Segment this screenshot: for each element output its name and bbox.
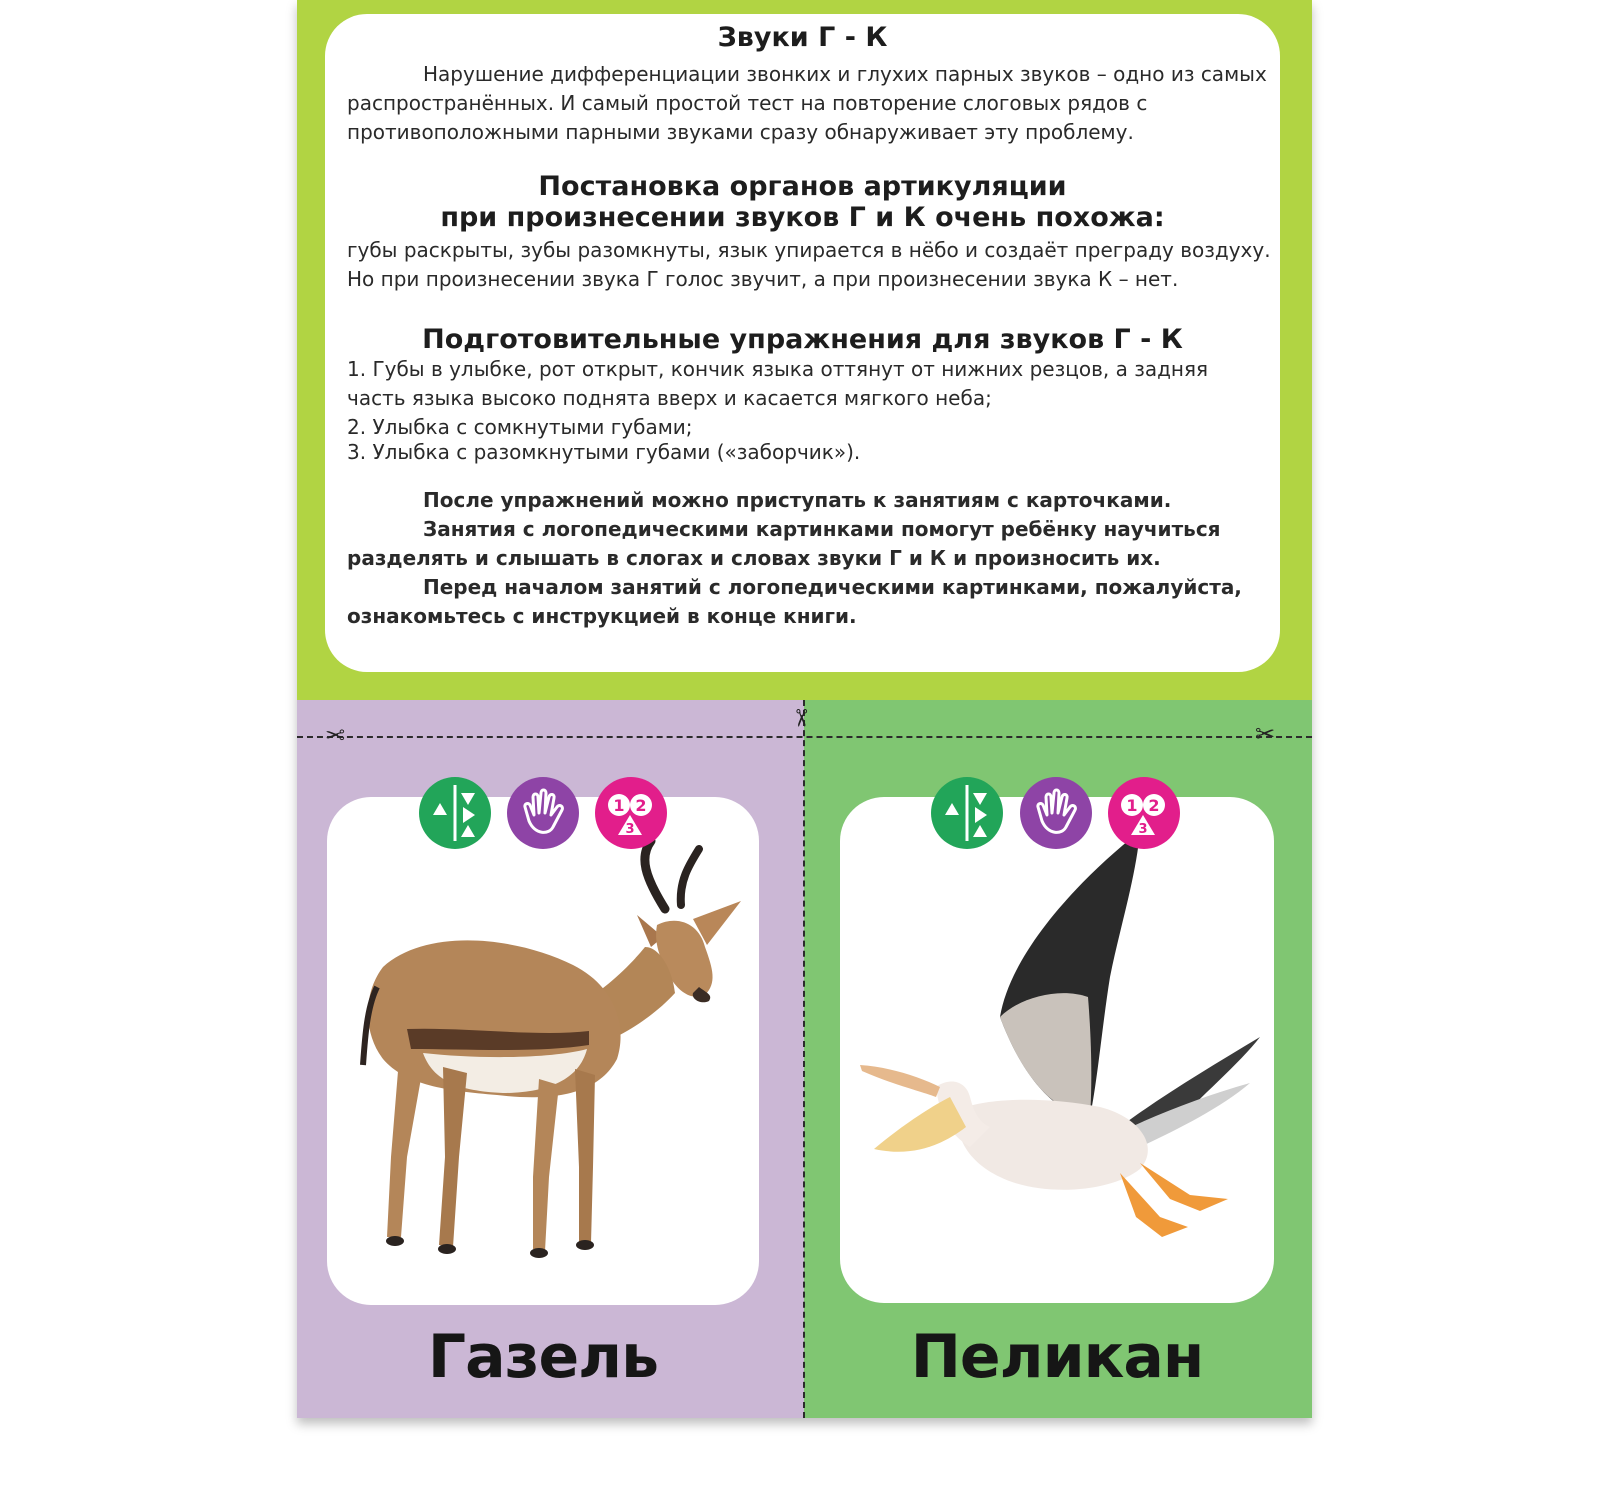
scissors-icon: ✂: [325, 720, 346, 748]
hand-icon-glyph: [1020, 777, 1092, 849]
puzzle-icon: [931, 777, 1003, 849]
info-section: [297, 0, 1312, 700]
pelican-picture: [840, 797, 1274, 1303]
pelican-illustration: [860, 831, 1260, 1237]
instructions-block: [347, 486, 1267, 631]
puzzle-icon: [419, 777, 491, 849]
cut-line-vertical: [803, 700, 805, 1418]
scissors-icon: ✂: [1255, 720, 1276, 748]
articulation-paragraph: губы раскрыты, зубы разомкнуты, язык упирается в нёбо и создаёт преграду воздуху. Но при произнесении звука Г голос звучит, а при произнесении звука К – нет.: [347, 238, 1271, 291]
instruction-2: Занятия с логопедическими картинками помогут ребёнку научиться разделять и слышать в слогах и словах звуки Г и К и произносить их.: [347, 517, 1221, 570]
number-1-label: 1: [613, 796, 625, 815]
heading-articulation: [325, 171, 1280, 233]
exercise-list: [347, 355, 1267, 467]
heading-articulation-line-1: Постановка органов артикуляции: [538, 171, 1067, 202]
gazelle-picture-frame: [327, 797, 759, 1305]
number-2-label: 2: [635, 796, 647, 815]
exercise-item-3: 3. Улыбка с разомкнутыми губами («заборчик»).: [347, 440, 861, 464]
card-word-gazelle: Газель: [427, 1322, 659, 1392]
number-1-label: 1: [1126, 796, 1138, 815]
heading-exercises: Подготовительные упражнения для звуков Г - К: [422, 324, 1183, 355]
hand-icon: [1020, 777, 1092, 849]
number-3-label: 3: [1138, 822, 1148, 837]
heading-articulation-line-2: при произнесении звуков Г и К очень похожа:: [440, 202, 1165, 233]
gazelle-illustration: [363, 841, 741, 1258]
instruction-1: После упражнений можно приступать к занятиям с карточками.: [423, 488, 1172, 512]
instruction-3: Перед началом занятий с логопедическими картинками, пожалуйста, ознакомьтесь с инструкцией в конце книги.: [347, 575, 1242, 628]
exercise-item-2: 2. Улыбка с сомкнутыми губами;: [347, 415, 693, 439]
numbers-icon: [595, 777, 667, 849]
scissors-icon: ✂: [787, 707, 816, 729]
heading-sounds: Звуки Г - К: [717, 22, 888, 53]
numbers-icon: [1108, 777, 1180, 849]
info-panel: [325, 14, 1280, 672]
puzzle-icon-glyph: [419, 777, 491, 849]
hand-icon: [507, 777, 579, 849]
card-word-pelican: Пеликан: [910, 1322, 1204, 1392]
puzzle-icon-glyph: [931, 777, 1003, 849]
numbers-icon-glyph: [1108, 777, 1180, 849]
pelican-picture-frame: [840, 797, 1274, 1303]
numbers-icon-glyph: [595, 777, 667, 849]
number-2-label: 2: [1148, 796, 1160, 815]
gazelle-picture: [327, 797, 759, 1305]
number-3-label: 3: [625, 822, 635, 837]
hand-icon-glyph: [507, 777, 579, 849]
book-page: [297, 0, 1312, 1418]
exercise-item-1: 1. Губы в улыбке, рот открыт, кончик языка оттянут от нижних резцов, а задняя часть языка высоко поднята вверх и касается мягкого неба;: [347, 357, 1209, 410]
intro-paragraph: Нарушение дифференциации звонких и глухих парных звуков – одно из самых распространённых. И самый простой тест на повторение слоговых рядов с противоположными парными звуками сразу обнаруживает эту проблему.: [347, 62, 1267, 144]
